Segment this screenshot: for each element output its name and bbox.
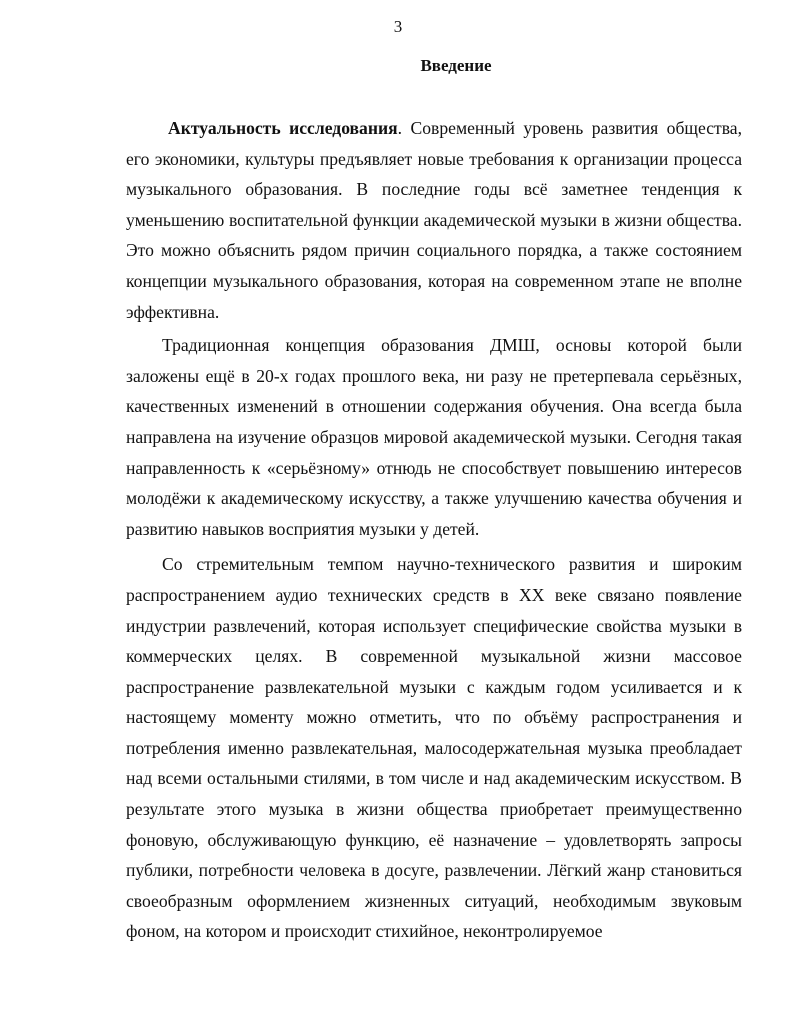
page-number: 3 [393,17,403,36]
paragraph-entertainment-industry: Со стремительным темпом научно-технического развития и широким распространением аудио технических средств в XX веке связано появление индустрии развлечений, которая использует специфические свойства музыки в коммерческих целях. В современной музыкальной жизни массовое распространение развлекательной музыки с каждым годом усиливается и к настоящему моменту можно отметить, что по объёму распространения и потребления именно развлекательная, малосодержательная музыка преобладает над всеми остальными стилями, в том числе и над академическим искусством. В результате этого музыка в жизни общества приобретает преимущественно фоновую, обслуживающую функцию, её назначение – удовлетворять запросы публики, потребности человека в досуге, развлечении. Лёгкий жанр становиться своеобразным оформлением жизненных ситуаций, необходимым звуковым фоном, на котором и происходит стихийное, неконтролируемое [126,554,742,942]
section-heading: Введение [420,56,492,75]
paragraph-text: . Современный уровень развития общества, его экономики, культуры предъявляет новые требования к организации процесса музыкального образования. В последние годы всё заметнее тенденция к уменьшению воспитательной функции академической музыки в жизни общества. Это можно объяснить рядом причин социального порядка, а также состоянием концепции музыкального образования, которая на современном этапе не вполне эффективна. [126,118,742,322]
paragraph-relevance [126,113,742,327]
document-body [126,113,742,947]
paragraph-lead: Актуальность исследования [168,118,398,138]
paragraph-traditional-concept: Традиционная концепция образования ДМШ, основы которой были заложены ещё в 20-х годах прошлого века, ни разу не претерпевала серьёзных, качественных изменений в отношении содержания обучения. Она всегда была направлена на изучение образцов мировой академической музыки. Сегодня такая направленность к «серьёзному» отнюдь не способствует повышению интересов молодёжи к академическому искусству, а также улучшению качества обучения и развитию навыков восприятия музыки у детей. [126,335,742,539]
